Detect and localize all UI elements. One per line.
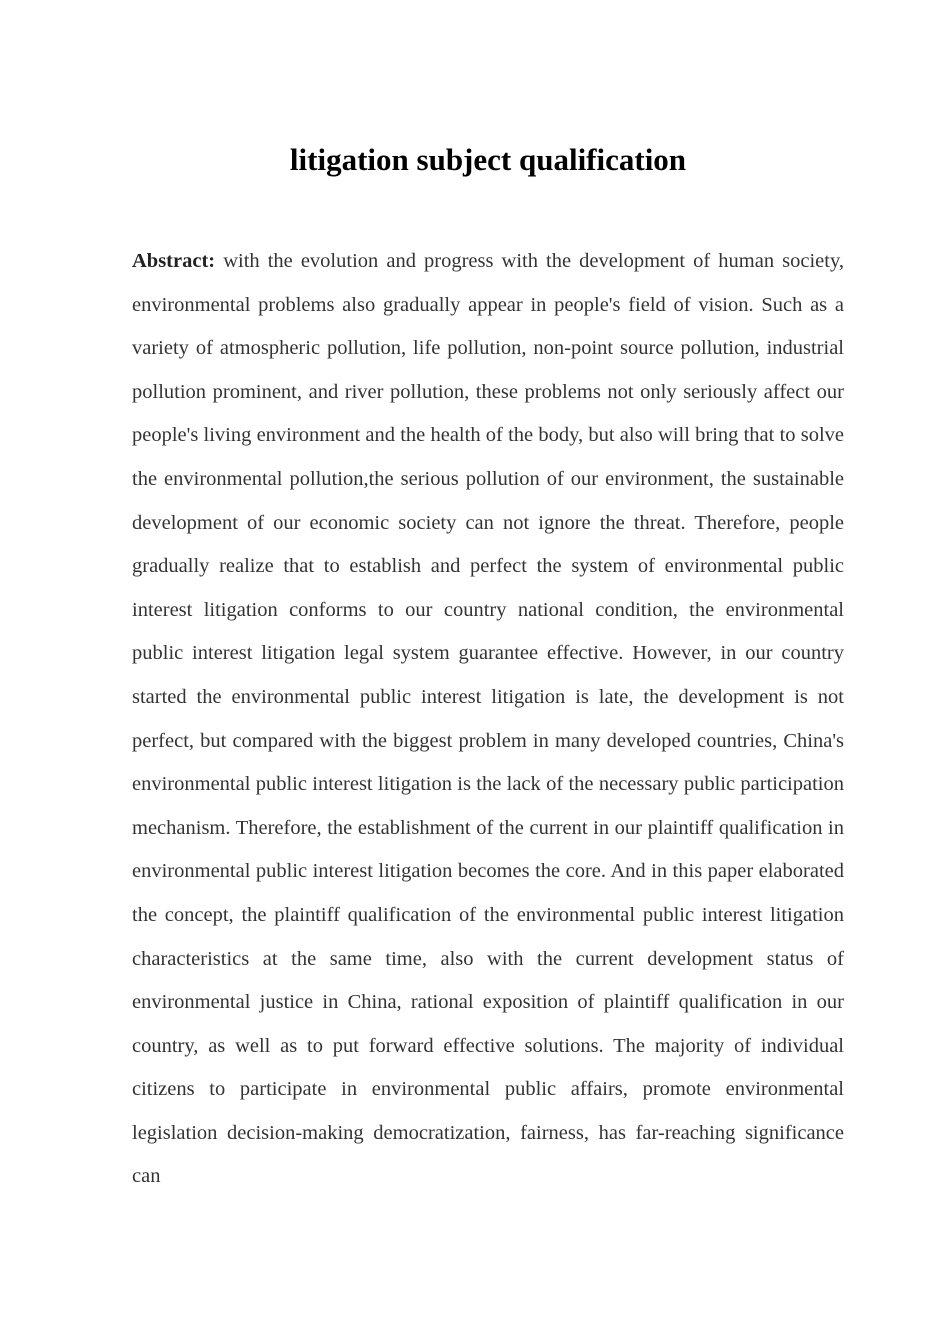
abstract-label: Abstract: (132, 250, 216, 272)
abstract-text: with the evolution and progress with the development of human society, environmental problems also gradually appear in people's field of vision. Such as a variety of atmospheric pollution, life pollution, non-point source pollution, industrial pollution prominent, and river pollution, these problems not only seriously affect our people's living environment and the health of the body, but also will bring that to solve the environmental pollution,the serious pollution of our environment, the sustainable development of our economic society can not ignore the threat. Therefore, people gradually realize that to establish and perfect the system of environmental public interest litigation conforms to our country national condition, the environmental public interest litigation legal system guarantee effective. However, in our country started the environmental public interest litigation is late, the development is not perfect, but compared with the biggest problem in many developed countries, China's environmental public interest litigation is the lack of the necessary public participation mechanism. Therefore, the establishment of the current in our plaintiff qualification in environmental public interest litigation becomes the core. And in this paper elaborated the concept, the plaintiff qualification of the environmental public interest litigation characteristics at the same time, also with the current development status of environmental justice in China, rational exposition of plaintiff qualification in our country, as well as to put forward effective solutions. The majority of individual citizens to participate in environmental public affairs, promote environmental legislation decision-making democratization, fairness, has far-reaching significance can (132, 250, 845, 1188)
document-title: litigation subject qualification (289, 142, 687, 177)
abstract-paragraph (132, 240, 844, 1199)
